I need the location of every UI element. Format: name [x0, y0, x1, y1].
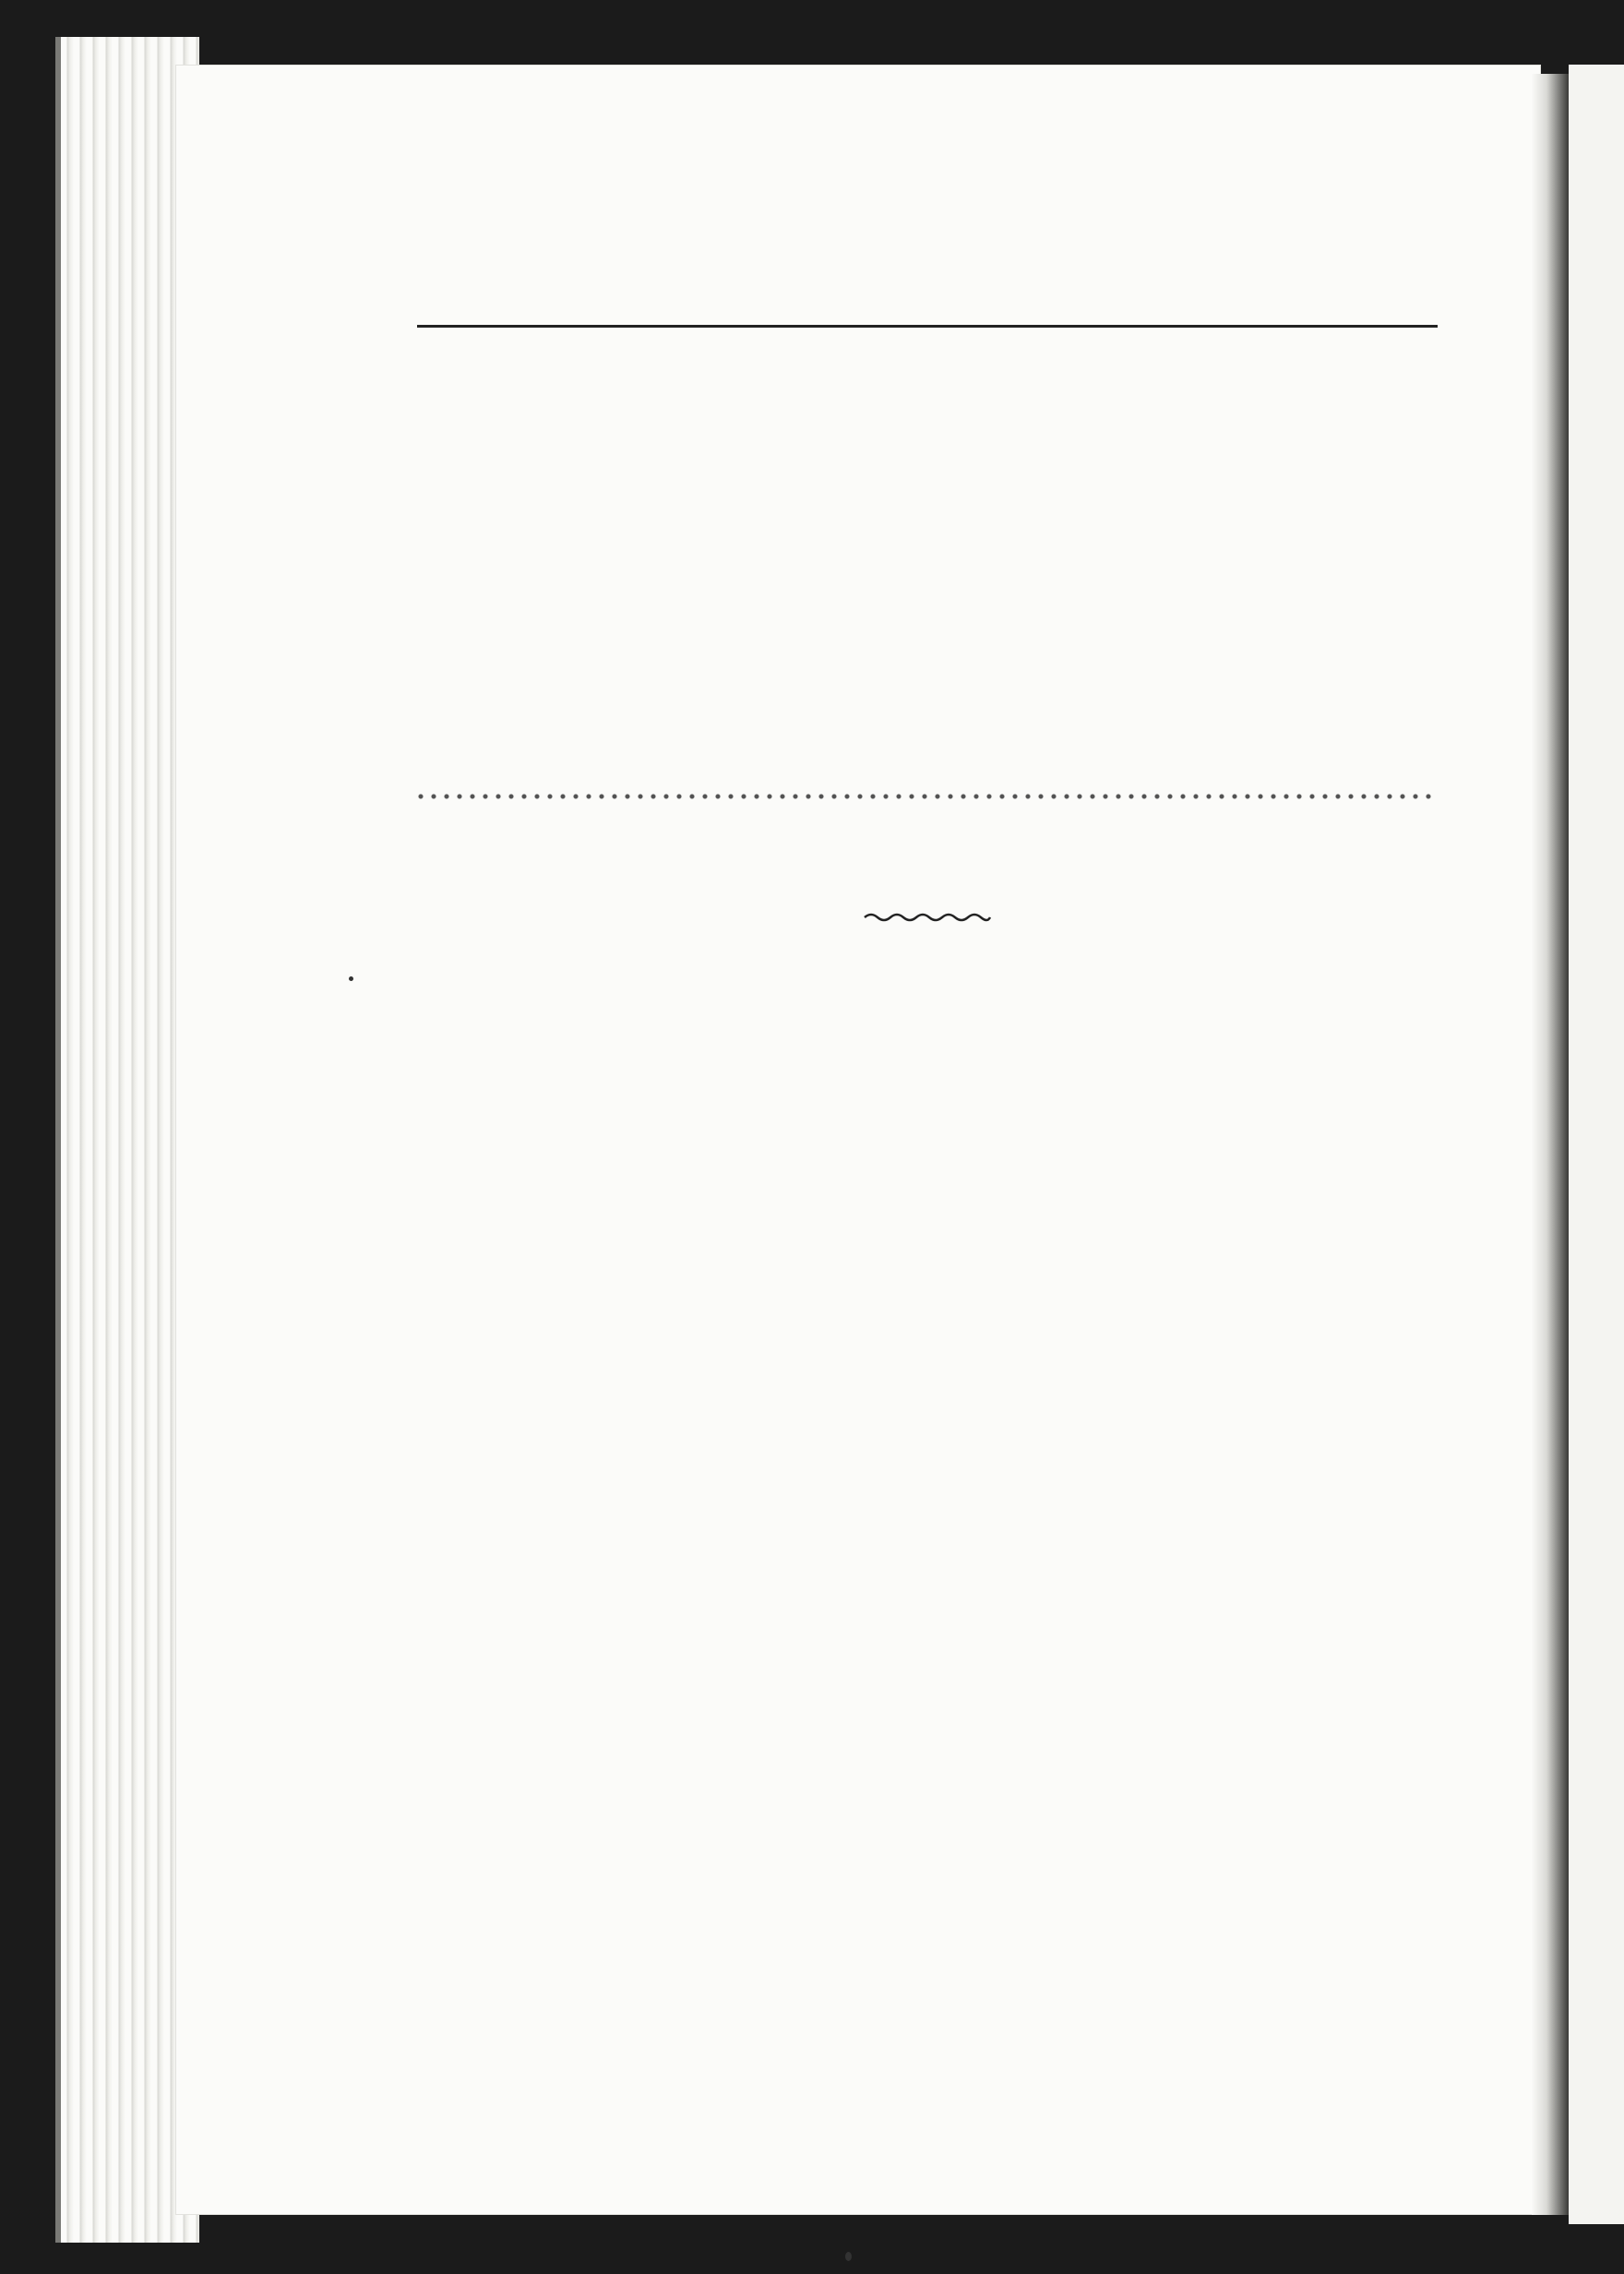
facing-page	[1569, 65, 1624, 2224]
page-header	[417, 273, 1438, 310]
header-rule	[417, 325, 1438, 328]
speck	[349, 976, 353, 981]
title-flourish	[863, 911, 992, 924]
ornamental-divider	[417, 790, 1438, 803]
speck	[845, 2252, 852, 2261]
spine-shadow	[1532, 74, 1569, 2215]
book-page	[175, 65, 1541, 2215]
